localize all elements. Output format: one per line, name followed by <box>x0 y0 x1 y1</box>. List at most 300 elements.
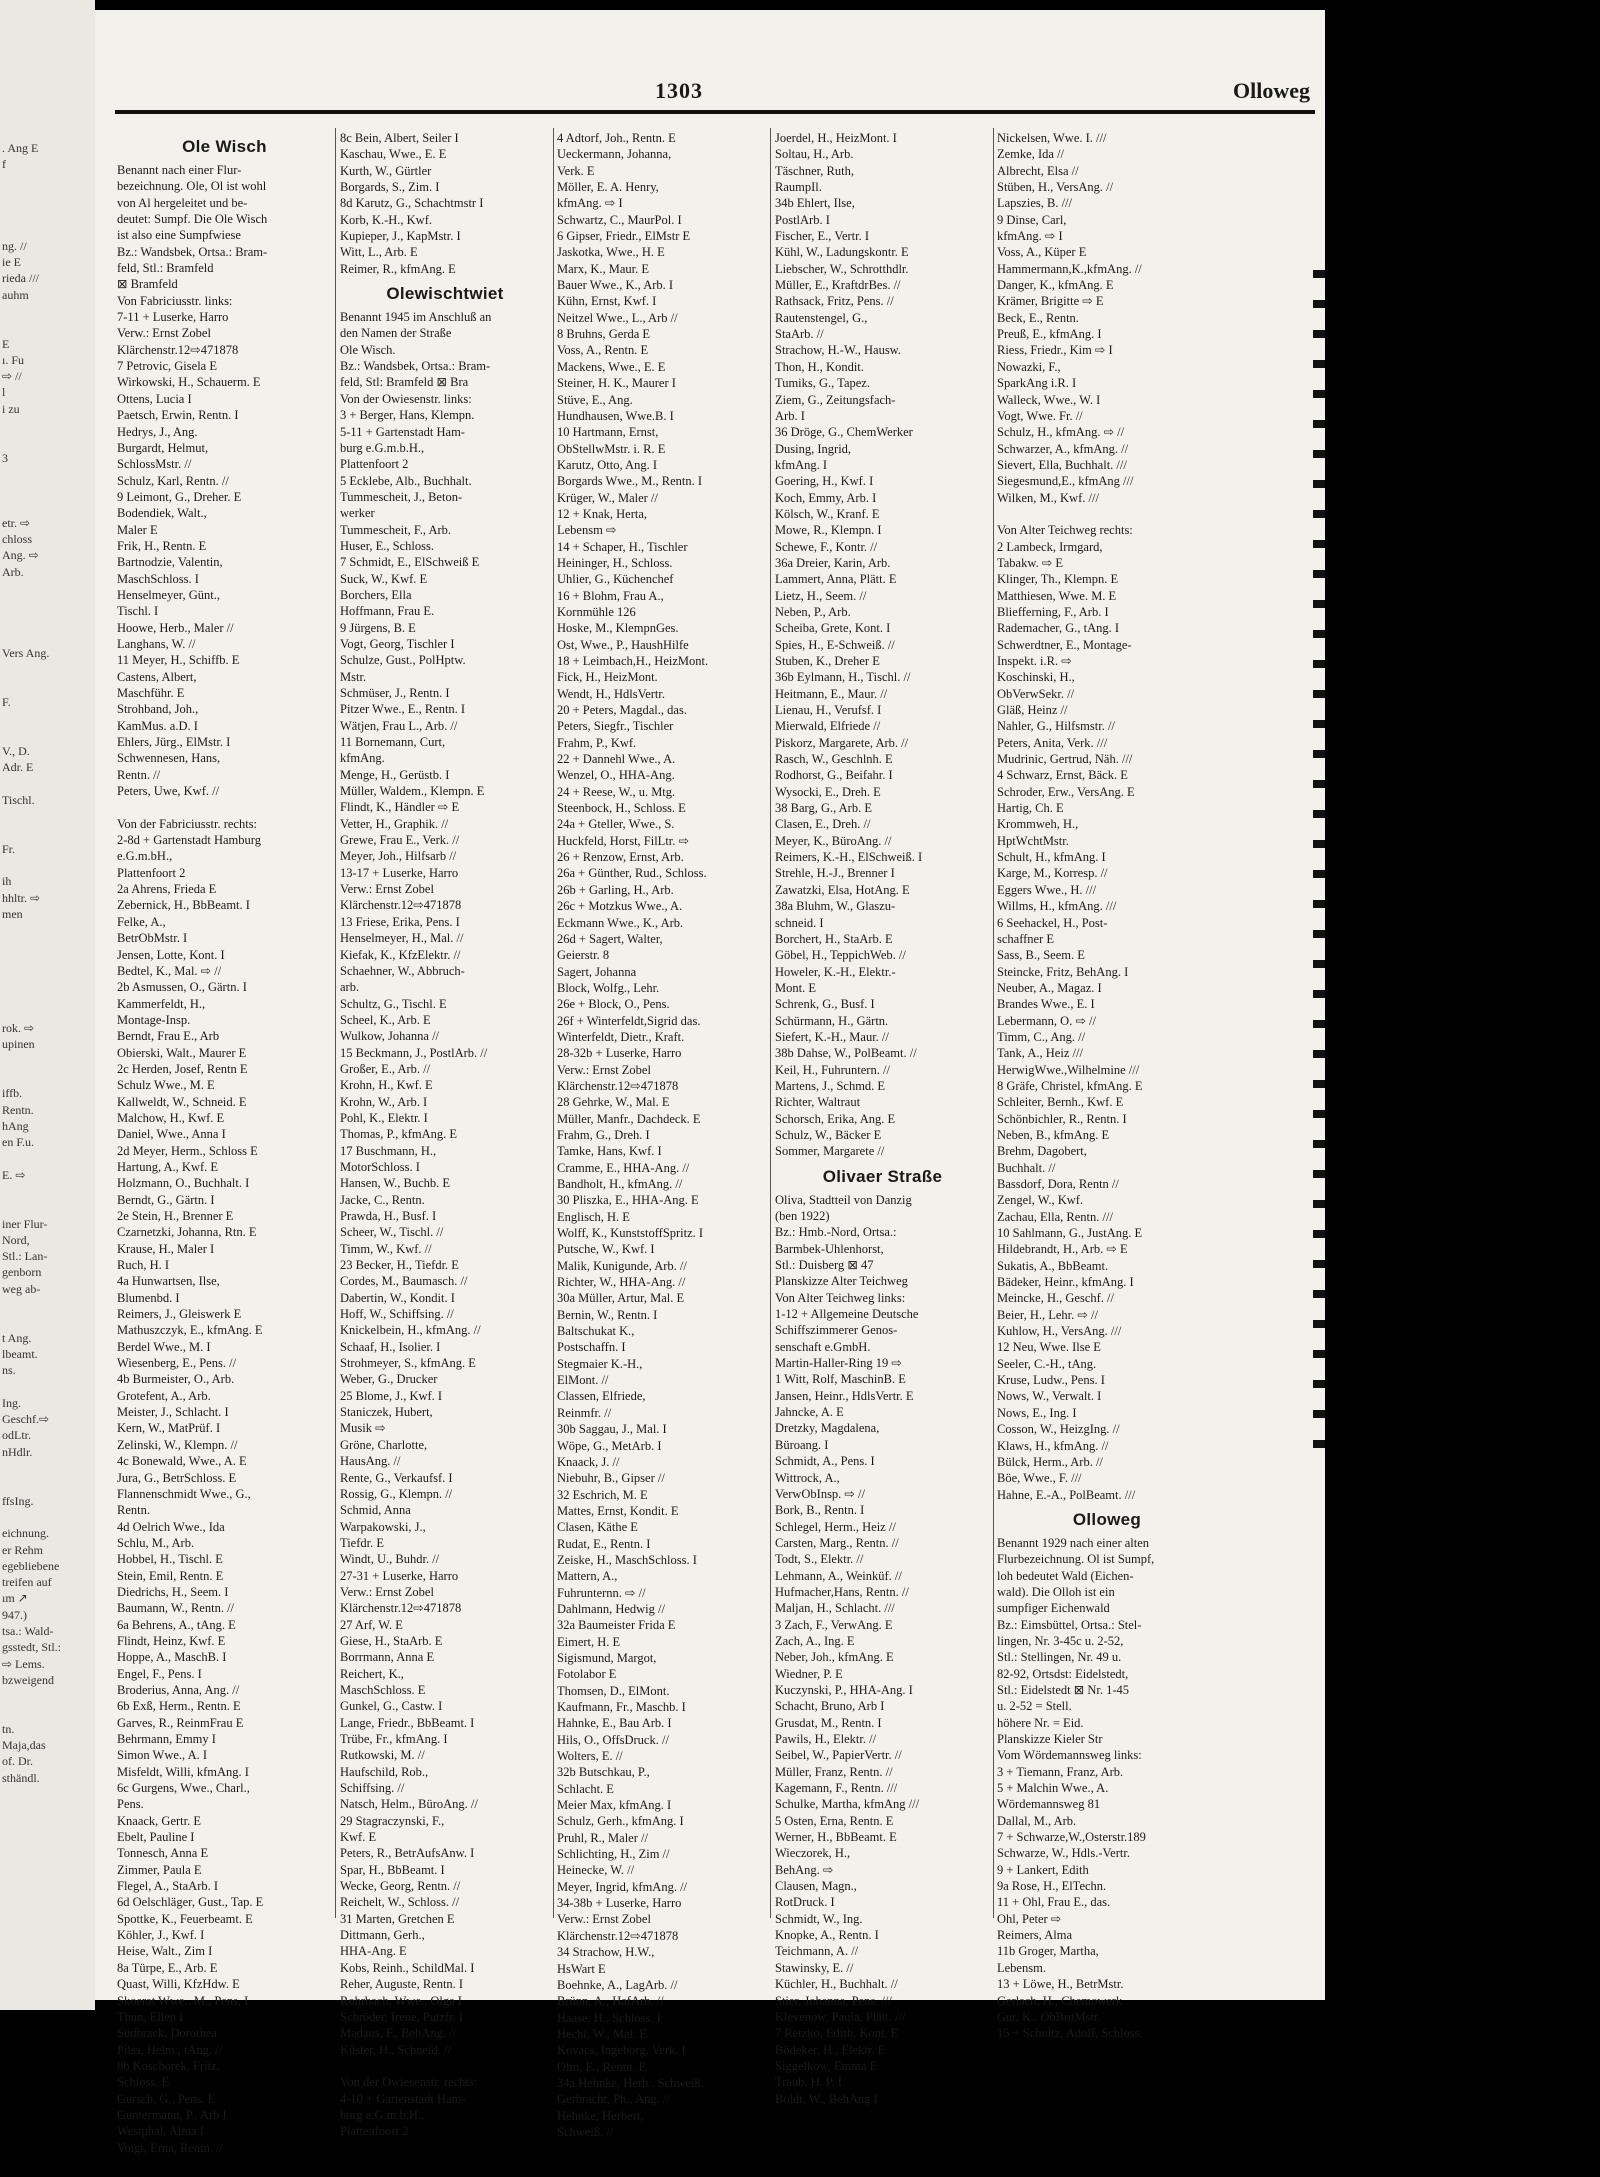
directory-entry: Gerlach, H., Chemowerk. <box>997 1993 1126 2008</box>
directory-entry: Bassdorf, Dora, Rentn // <box>997 1177 1119 1191</box>
directory-entry: Nowazki, F., <box>997 359 1061 374</box>
directory-entry: 8b Koschorek, Fritz, <box>117 2058 220 2073</box>
directory-entry: 6a Behrens, A., tAng. E <box>117 1617 236 1632</box>
directory-entry: 2 Lambeck, Irmgard, <box>997 539 1103 554</box>
margin-fragment: Vers Ang. <box>2 646 50 661</box>
directory-entry: 36a Dreier, Karin, Arb. <box>775 555 891 570</box>
directory-entry: Von der Owiesenstr. links: <box>340 391 472 406</box>
directory-entry: Bz.: Wandsbek, Ortsa.: Bram- <box>340 359 491 374</box>
directory-entry: Knickelbein, H., kfmAng. // <box>340 1323 481 1338</box>
directory-entry: Zimmer, Paula E <box>117 1862 202 1877</box>
directory-entry: Steiner, H. K., Maurer I <box>557 376 676 391</box>
directory-entry: Brünn, A., HafArb. // <box>557 1994 664 2009</box>
directory-entry: Tummescheit, F., Arb. <box>340 522 452 537</box>
directory-entry: Beier, H., Lehr. ⇨ // <box>997 1307 1098 1322</box>
directory-entry: Cordes, M., Baumasch. // <box>340 1274 468 1289</box>
directory-entry: Hobbel, H., Tischl. E <box>117 1552 223 1567</box>
directory-entry: Bodendiek, Walt., <box>117 506 207 521</box>
directory-entry: Sagert, Johanna <box>557 964 637 979</box>
directory-entry: Martin-Haller-Ring 19 ⇨ <box>775 1356 902 1371</box>
margin-fragment: 947.) <box>2 1607 27 1622</box>
directory-entry: Nickelsen, Wwe. I. /// <box>997 131 1107 145</box>
directory-entry: Kurth, W., Gürtler <box>340 163 432 178</box>
directory-entry: Rathsack, Fritz, Pens. // <box>775 294 894 309</box>
directory-entry: Klärchenstr.12⇨471878 <box>340 898 462 913</box>
directory-entry: Heitmann, E., Maur. // <box>775 686 888 701</box>
directory-entry: Seibel, W., PapierVertr. // <box>775 1748 902 1763</box>
directory-entry: Baltschukat K., <box>557 1324 635 1339</box>
directory-entry: Wecke, Georg, Rentn. // <box>340 1879 461 1894</box>
directory-entry: Müller, Manfr., Dachdeck. E <box>557 1111 701 1126</box>
directory-entry: Hoff, W., Schiffsing. // <box>340 1307 454 1322</box>
margin-fragment: ng. // <box>2 238 27 253</box>
margin-fragment: sthändl. <box>2 1770 40 1785</box>
directory-entry: Reichelt, W., Schloss. // <box>340 1895 460 1910</box>
directory-entry: 2b Asmussen, O., Gärtn. I <box>117 980 247 995</box>
margin-fragment <box>2 482 93 498</box>
directory-entry: Schult, H., kfmAng. I <box>997 850 1106 865</box>
margin-fragment: ı. Fu <box>2 352 25 367</box>
directory-entry: Timm, C., Ang. // <box>997 1029 1086 1044</box>
directory-entry: 7-11 + Luserke, Harro <box>117 310 229 325</box>
directory-entry: Borgards, S., Zim. I <box>340 180 440 195</box>
directory-entry: Tiefdr. E <box>340 1535 384 1550</box>
directory-entry: Schmidt, A., Pens. I <box>775 1454 875 1469</box>
directory-entry: Olm, E., Rentn. E <box>557 2059 647 2074</box>
directory-entry: ElMont. // <box>557 1373 609 1388</box>
margin-fragment: f <box>2 157 6 172</box>
directory-entry: Klevenow, Paula, Plätt. /// <box>775 2009 906 2024</box>
directory-entry: Karge, M., Korresp. // <box>997 866 1108 881</box>
directory-entry: Schwarzer, A., kfmAng. // <box>997 441 1129 456</box>
margin-fragment <box>2 1688 93 1704</box>
directory-entry: Tamke, Hans, Kwf. I <box>557 1144 662 1159</box>
directory-entry: Pohl, K., Elektr. I <box>340 1110 428 1125</box>
directory-entry: Frahm, G., Dreh. I <box>557 1127 650 1142</box>
directory-entry: 13 + Löwe, H., BetrMstr. <box>997 1977 1124 1992</box>
directory-entry: HerwigWwe.,Wilhelmine /// <box>997 1062 1140 1077</box>
margin-fragment <box>2 987 93 1003</box>
directory-entry: Schlu, M., Arb. <box>117 1535 195 1550</box>
margin-fragment: ⇨ Lems. <box>2 1656 45 1671</box>
directory-entry: 26c + Motzkus Wwe., A. <box>557 899 683 914</box>
directory-entry: Nows, W., Verwalt. I <box>997 1389 1102 1404</box>
directory-entry: Bliefferning, F., Arb. I <box>997 604 1109 619</box>
directory-entry: Stuben, K., Dreher E <box>775 654 880 668</box>
street-heading: Ole Wisch <box>182 137 267 156</box>
directory-entry: Reichert, K., <box>340 1666 404 1681</box>
column-divider <box>553 128 554 1918</box>
directory-entry: BehAng. ⇨ <box>775 1862 834 1877</box>
directory-entry: Reher, Auguste, Rentn. I <box>340 1977 464 1992</box>
margin-fragment: 3 <box>2 450 8 465</box>
directory-entry: Castens, Albert, <box>117 669 197 684</box>
margin-fragment: weg ab- <box>2 1281 41 1296</box>
directory-entry: Ruch, H. I <box>117 1258 170 1273</box>
directory-entry: Grewe, Frau E., Verk. // <box>340 833 460 848</box>
margin-fragment: of. Dr. <box>2 1754 33 1769</box>
directory-entry: 36b Eylmann, H., Tischl. // <box>775 670 911 685</box>
directory-entry: 16 + Blohm, Frau A., <box>557 588 664 603</box>
directory-entry: Peters, Siegfr., Tischler <box>557 719 674 734</box>
page-number: 1303 <box>655 78 703 103</box>
directory-entry: Winterfeldt, Dietr., Kraft. <box>557 1029 685 1044</box>
directory-entry: Mackens, Wwe., E. E <box>557 359 666 374</box>
directory-entry: Bülck, Herm., Arb. // <box>997 1454 1103 1469</box>
directory-entry: Sommer, Margarete // <box>775 1144 885 1159</box>
margin-fragment <box>2 1183 93 1199</box>
directory-entry: Reimers, K.-H., ElSchweiß. I <box>775 850 923 865</box>
header-rule <box>115 110 1315 114</box>
directory-entry: 17 Buschmann, H., <box>340 1143 437 1158</box>
margin-fragment <box>2 662 93 678</box>
directory-entry: Verw.: Ernst Zobel <box>557 1062 651 1077</box>
directory-entry: 30b Saggau, J., Mal. I <box>557 1422 667 1437</box>
directory-entry: Bedtel, K., Mal. ⇨ // <box>117 963 222 978</box>
directory-entry: Großer, E., Arb. // <box>340 1061 431 1076</box>
directory-entry: Bernin, W., Rentn. I <box>557 1307 658 1322</box>
directory-entry: Lienau, H., Verufsf. I <box>775 703 882 718</box>
directory-entry: höhere Nr. = Eid. <box>997 1715 1084 1730</box>
directory-entry: Wiedner, P. E <box>775 1666 843 1681</box>
directory-entry: Huckfeld, Horst, FilLtr. ⇨ <box>557 833 689 848</box>
directory-entry: 5-11 + Gartenstadt Ham- <box>340 424 465 439</box>
directory-entry: Dretzky, Magdalena, <box>775 1421 880 1436</box>
directory-entry: 4 Adtorf, Joh., Rentn. E <box>557 131 676 145</box>
directory-entry: Jacke, C., Rentn. <box>340 1192 425 1207</box>
directory-entry: Richter, W., HHA-Ang. // <box>557 1275 686 1290</box>
margin-fragment <box>2 727 93 743</box>
directory-entry: Neitzel Wwe., L., Arb // <box>557 310 678 325</box>
directory-entry: Obierski, Walt., Maurer E <box>117 1045 247 1060</box>
directory-entry: Küster, H., Schneid. // <box>340 2042 451 2057</box>
directory-entry: Henselmeyer, H., Mal. // <box>340 931 464 946</box>
directory-entry: Büroang. I <box>775 1437 829 1452</box>
directory-entry: Meyer, Ingrid, kfmAng. // <box>557 1879 688 1894</box>
column-3 <box>557 130 767 2140</box>
directory-entry: Zeiske, H., MaschSchloss. I <box>557 1552 697 1567</box>
directory-entry: Bz.: Wandsbek, Ortsa.: Bram- <box>117 244 268 259</box>
directory-entry: Gut, K., ObBrdMstr. <box>997 2009 1101 2024</box>
margin-fragment: auhm <box>2 287 29 302</box>
directory-entry: SchlossMstr. // <box>117 457 192 472</box>
directory-entry: Garves, R., ReinmFrau E <box>117 1715 244 1730</box>
directory-entry: Sass, B., Seem. E <box>997 948 1085 963</box>
margin-fragment: Nord, <box>2 1232 30 1247</box>
directory-entry: Grotefent, A., Arb. <box>117 1388 211 1403</box>
margin-fragment <box>2 710 93 726</box>
directory-entry: 8d Karutz, G., Schachtmstr I <box>340 196 484 211</box>
directory-entry: 32 Eschrich, M. E <box>557 1487 648 1502</box>
directory-entry: 6c Gurgens, Wwe., Charl., <box>117 1781 250 1796</box>
directory-entry: Gröne, Charlotte, <box>340 1437 428 1452</box>
margin-fragment <box>2 1199 93 1215</box>
directory-entry: lingen, Nr. 3-45c u. 2-52, <box>997 1633 1124 1648</box>
directory-entry: Daniel, Wwe., Anna I <box>117 1127 226 1142</box>
directory-entry: Hartig, Ch. E <box>997 801 1064 816</box>
directory-entry: Von der Fabriciusstr. rechts: <box>117 816 258 831</box>
directory-entry: Ehlers, Jürg., ElMstr. I <box>117 735 231 750</box>
margin-fragment <box>2 580 93 596</box>
directory-entry: Schultz, G., Tischl. E <box>340 996 447 1011</box>
directory-entry: Piskorz, Margarete, Arb. // <box>775 735 909 750</box>
directory-entry: Kupieper, J., KapMstr. I <box>340 229 461 244</box>
directory-entry: 3 + Tiemann, Franz, Arb. <box>997 1764 1124 1779</box>
directory-entry: Engel, F., Pens. I <box>117 1666 202 1681</box>
directory-entry: Goering, H., Kwf. I <box>775 474 874 489</box>
directory-entry: kfmAng. ⇨ I <box>557 196 623 211</box>
directory-entry: Kuczynski, P., HHA-Ang. I <box>775 1682 913 1697</box>
directory-entry: Karutz, Otto, Ang. I <box>557 457 657 472</box>
directory-entry: Classen, Elfriede, <box>557 1389 646 1404</box>
margin-fragment <box>2 1705 93 1721</box>
margin-fragment <box>2 221 93 237</box>
directory-entry: Haufschild, Rob., <box>340 1764 429 1779</box>
directory-entry: Rodhorst, G., Beifahr. I <box>775 768 893 783</box>
margin-fragment <box>2 205 93 221</box>
directory-entry: RaumpIl. <box>775 180 822 195</box>
directory-entry: Knaack, Gertr. E <box>117 1813 201 1828</box>
directory-entry: Borgards Wwe., M., Rentn. I <box>557 474 703 489</box>
directory-entry: Zawatzki, Elsa, HotAng. E <box>775 882 910 897</box>
directory-entry: Soltau, H., Arb. <box>775 147 854 162</box>
directory-entry: 28-32b + Luserke, Harro <box>557 1046 682 1061</box>
directory-entry: Fick, H., HeizMont. <box>557 670 658 685</box>
directory-entry: Peters, Anita, Verk. /// <box>997 735 1108 750</box>
directory-entry: Ebelt, Pauline I <box>117 1830 195 1845</box>
margin-fragment: egebliebene <box>2 1558 60 1573</box>
directory-entry: senschaft e.GmbH. <box>775 1339 871 1354</box>
directory-entry: 2e Stein, H., Brenner E <box>117 1209 234 1223</box>
margin-fragment: Ang. ⇨ <box>2 548 39 563</box>
directory-entry: schaffner E <box>997 931 1055 946</box>
margin-fragment: iffb. <box>2 1086 23 1101</box>
directory-entry: Borchers, Ella <box>340 587 412 602</box>
directory-entry: Peters, R., BetrAufsAnw. I <box>340 1846 475 1861</box>
directory-entry: Barmbek-Uhlenhorst, <box>775 1241 884 1256</box>
directory-entry: Meyer, Joh., Hilfsarb // <box>340 849 457 864</box>
directory-entry: Rentn. // <box>117 767 161 782</box>
directory-entry: Wolff, K., KunststoffSpritz. I <box>557 1226 704 1241</box>
directory-entry: Krommweh, H., <box>997 817 1079 832</box>
directory-entry: Vom Wördemannsweg links: <box>997 1748 1142 1763</box>
directory-entry: Kölsch, W., Kranf. E <box>775 506 880 521</box>
directory-entry: Wittrock, A., <box>775 1470 840 1485</box>
directory-entry: Frik, H., Rentn. E <box>117 538 207 553</box>
directory-entry: Cramme, E., HHA-Ang. // <box>557 1160 690 1175</box>
margin-fragment <box>2 678 93 694</box>
directory-entry: 2a Ahrens, Frieda E <box>117 882 217 897</box>
directory-entry: kfmAng. I <box>775 457 828 472</box>
directory-entry <box>117 799 332 815</box>
directory-entry: Tummescheit, J., Beton- <box>340 489 463 504</box>
directory-entry: 23 Becker, H., Tiefdr. E <box>340 1258 459 1273</box>
directory-entry: Dusing, Ingrid, <box>775 441 852 456</box>
directory-entry: Jaskotka, Wwe., H. E <box>557 245 665 260</box>
directory-entry: Inspekt. i.R. ⇨ <box>997 654 1072 668</box>
directory-entry: Staniczek, Hubert, <box>340 1405 433 1420</box>
directory-entry: 26 + Renzow, Ernst, Arb. <box>557 850 684 865</box>
directory-entry: Hufmacher,Hans, Rentn. // <box>775 1584 909 1599</box>
directory-entry: 4b Burmeister, O., Arb. <box>117 1372 235 1387</box>
directory-entry: 38 Barg, G., Arb. E <box>775 801 872 816</box>
directory-entry: Schaaf, H., Isolier. I <box>340 1339 441 1354</box>
directory-entry: Riess, Friedr., Kim ⇨ I <box>997 343 1113 358</box>
directory-entry: Spar, H., BbBeamt. I <box>340 1862 445 1877</box>
margin-fragment: hhltr. ⇨ <box>2 890 41 905</box>
margin-fragment: etr. ⇨ <box>2 515 31 530</box>
directory-entry: Todt, S., Elektr. // <box>775 1552 864 1567</box>
directory-entry: Göbel, H., TeppichWeb. // <box>775 948 906 963</box>
directory-entry: Spies, H., E-Schweiß. // <box>775 637 895 652</box>
margin-fragment: i zu <box>2 401 20 416</box>
margin-fragment <box>2 1150 93 1166</box>
directory-entry: Mont. E <box>775 980 816 995</box>
directory-entry: HHA-Ang. E <box>340 1944 407 1959</box>
directory-entry: Tank, A., Heiz /// <box>997 1046 1083 1061</box>
directory-entry: Schmid, Anna <box>340 1503 411 1518</box>
directory-entry: 38b Dahse, W., PolBeamt. // <box>775 1046 917 1061</box>
directory-entry: 13 Friese, Erika, Pens. I <box>340 914 460 929</box>
directory-entry: Thun, Ellen I <box>117 2009 184 2024</box>
margin-fragment <box>2 433 93 449</box>
column-divider <box>993 128 994 1918</box>
directory-entry: Englisch, H. E <box>557 1209 630 1224</box>
margin-fragment: gsstedt, Stl.: <box>2 1640 62 1655</box>
directory-entry: Klaws, H., kfmAng. // <box>997 1438 1109 1453</box>
directory-entry: Zemke, Ida // <box>997 147 1064 162</box>
directory-entry: Schmidt, W., Ing. <box>775 1911 863 1926</box>
directory-entry: 25 Blome, J., Kwf. I <box>340 1388 443 1403</box>
margin-fragment: Maja,das <box>2 1738 46 1753</box>
directory-entry: Czarnetzki, Johanna, Rtn. E <box>117 1225 257 1240</box>
directory-entry: Schmüser, J., Rentn. I <box>340 686 450 700</box>
directory-entry: Joerdel, H., HeizMont. I <box>775 131 897 145</box>
directory-entry: Bauer Wwe., K., Arb. I <box>557 278 674 293</box>
directory-entry: Keil, H., Fuhruntern. // <box>775 1062 890 1077</box>
margin-fragment <box>2 971 93 987</box>
directory-entry: Ost, Wwe., P., HaushHilfe <box>557 637 689 652</box>
directory-entry: Schwartz, C., MaurPol. I <box>557 212 682 227</box>
margin-fragment <box>2 1297 93 1313</box>
directory-entry: Clasen, Käthe E <box>557 1520 638 1535</box>
directory-entry: Verw.: Ernst Zobel <box>340 882 434 897</box>
directory-entry: Bz.: Hmb.-Nord, Ortsa.: <box>775 1225 897 1240</box>
directory-entry: Bartnodzie, Valentin, <box>117 555 223 570</box>
directory-entry: 31 Marten, Gretchen E <box>340 1911 455 1926</box>
directory-entry: Reimers, J., Gleiswerk E <box>117 1307 242 1322</box>
margin-fragment: er Rehm <box>2 1542 43 1557</box>
margin-fragment: en F.u. <box>2 1135 35 1150</box>
margin-fragment: Stl.: Lan- <box>2 1249 48 1264</box>
directory-entry: Lebensm. <box>997 1960 1046 1975</box>
directory-entry: Maljan, H., Schlacht. /// <box>775 1601 895 1616</box>
directory-entry: Lammert, Anna, Plätt. E <box>775 572 897 587</box>
directory-entry: Danger, K., kfmAng. E <box>997 278 1114 293</box>
directory-entry <box>997 506 1217 522</box>
directory-entry: Wysocki, E., Dreh. E <box>775 784 881 799</box>
directory-entry: Verw.: Ernst Zobel <box>340 1584 434 1599</box>
directory-entry: Windt, U., Buhdr. // <box>340 1552 440 1567</box>
directory-entry: 2c Herden, Josef, Rentn E <box>117 1061 248 1076</box>
margin-fragment: nHdlr. <box>2 1444 33 1459</box>
directory-entry: 5 Ecklebe, Alb., Buchhalt. <box>340 473 472 488</box>
page-edge-marks <box>1313 270 1325 1470</box>
directory-entry: Zebernick, H., BbBeamt. I <box>117 898 250 913</box>
margin-fragment: tsa.: Wald- <box>2 1624 54 1639</box>
directory-entry: 9 + Lankert, Edith <box>997 1862 1089 1877</box>
directory-entry: 7 Retzko, Edith, Kont. E <box>775 2026 899 2041</box>
directory-entry: Warpakowski, J., <box>340 1519 426 1534</box>
directory-entry: Willms, H., kfmAng. /// <box>997 899 1117 914</box>
margin-fragment: eichnung. <box>2 1526 49 1541</box>
margin-fragment: E. ⇨ <box>2 1167 26 1182</box>
previous-page-edge <box>0 0 95 2010</box>
directory-entry: Schrenk, G., Busf. I <box>775 997 875 1012</box>
margin-fragment: Geschf.⇨ <box>2 1412 50 1427</box>
directory-entry: Schlegel, Herm., Heiz // <box>775 1519 896 1534</box>
directory-entry: RotDruck. I <box>775 1895 835 1910</box>
directory-entry: Paetsch, Erwin, Rentn. I <box>117 408 239 423</box>
column-4 <box>775 130 990 2107</box>
directory-entry: Tumiks, G., Tapez. <box>775 376 870 391</box>
directory-entry: Schönbichler, R., Rentn. I <box>997 1111 1127 1126</box>
directory-entry: Heininger, H., Schloss. <box>557 555 673 570</box>
directory-entry: Prawda, H., Busf. I <box>340 1209 437 1223</box>
directory-entry: Berdel Wwe., M. I <box>117 1339 211 1354</box>
margin-fragment: bzweigend <box>2 1672 54 1687</box>
directory-entry: Kwf. E <box>340 1830 377 1845</box>
directory-entry: Peters, Uwe, Kwf. // <box>117 784 220 799</box>
directory-entry: 9 Dinse, Carl, <box>997 212 1067 227</box>
directory-entry: 4a Hunwartsen, Ilse, <box>117 1274 220 1289</box>
directory-entry: Schulz, W., Bäcker E <box>775 1127 882 1142</box>
directory-entry <box>340 2058 550 2074</box>
directory-entry: Rente, G., Verkaufsf. I <box>340 1470 453 1485</box>
directory-entry: Haase, H., Schloss. I <box>557 2010 661 2025</box>
margin-fragment <box>2 466 93 482</box>
directory-entry: Borrmann, Anna E <box>340 1650 435 1665</box>
directory-entry: 1-12 + Allgemeine Deutsche <box>775 1307 919 1322</box>
directory-entry: Oliva, Stadtteil von Danzig <box>775 1192 912 1207</box>
directory-entry: Spottke, K., Feuerbeamt. E <box>117 1911 253 1926</box>
directory-entry: Schewe, F., Kontr. // <box>775 539 878 554</box>
directory-entry: 26d + Sagert, Walter, <box>557 931 663 946</box>
directory-entry: Frahm, P., Kwf. <box>557 735 637 750</box>
directory-entry: Lebermann, O. ⇨ // <box>997 1013 1096 1028</box>
directory-entry: Südbrack, Dorothea <box>117 2026 217 2041</box>
directory-entry: Klärchenstr.12⇨471878 <box>557 1928 679 1943</box>
directory-entry: Wieczorek, H., <box>775 1846 851 1861</box>
directory-entry: Vogt, Georg, Tischler I <box>340 636 455 651</box>
directory-entry: Blumenbd. I <box>117 1290 180 1305</box>
column-divider <box>770 128 771 1918</box>
directory-entry: Sigismund, Margot, <box>557 1650 657 1665</box>
directory-entry: Thomsen, D., ElMont. <box>557 1683 670 1698</box>
directory-entry: 15 Beckmann, J., PostlArb. // <box>340 1045 488 1060</box>
directory-entry: Plattenfoort 2 <box>340 2124 409 2139</box>
margin-fragment <box>2 955 93 971</box>
directory-entry: Tabakw. ⇨ E <box>997 555 1064 570</box>
directory-entry: Kagemann, F., Rentn. /// <box>775 1781 898 1796</box>
directory-entry: Wätjen, Frau L., Arb. // <box>340 718 458 733</box>
directory-entry: Stein, Emil, Rentn. E <box>117 1568 224 1583</box>
directory-entry: kfmAng. ⇨ I <box>997 229 1063 244</box>
directory-entry: 12 + Knak, Herta, <box>557 506 648 521</box>
directory-entry: 14 + Schaper, H., Tischler <box>557 539 688 554</box>
directory-entry: Plattenfoort 2 <box>117 865 186 880</box>
directory-entry: Uhlier, G., Küchenchef <box>557 572 674 587</box>
